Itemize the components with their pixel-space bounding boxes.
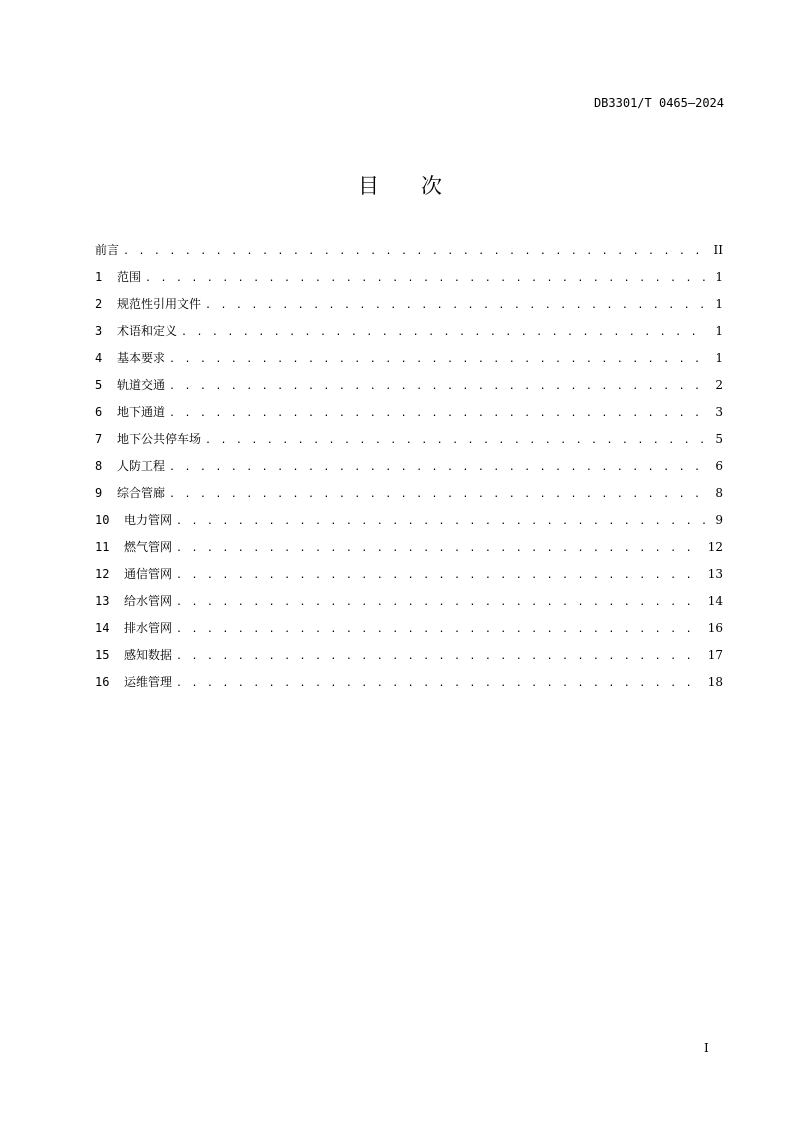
toc-entry-label: 给水管网 bbox=[124, 594, 173, 608]
toc-entry-2[interactable] bbox=[95, 294, 723, 321]
toc-leader-dots bbox=[176, 539, 702, 559]
toc-entry-7[interactable] bbox=[95, 429, 723, 456]
toc-entry-label: 综合管廊 bbox=[117, 486, 166, 500]
toc-entry-number: 15 bbox=[95, 648, 110, 662]
toc-entry-label: 人防工程 bbox=[117, 459, 166, 473]
toc-entry-page: 2 bbox=[715, 378, 723, 392]
toc-entry-number: 4 bbox=[95, 351, 103, 365]
toc-entry-page: 17 bbox=[707, 648, 723, 662]
toc-entry-page: 1 bbox=[715, 351, 723, 365]
toc-entry-12[interactable] bbox=[95, 564, 723, 591]
toc-leader-dots bbox=[176, 674, 702, 694]
toc-entry-label: 排水管网 bbox=[124, 621, 173, 635]
toc-entry-16[interactable] bbox=[95, 672, 723, 699]
toc-entry-number: 9 bbox=[95, 486, 103, 500]
toc-leader-dots bbox=[169, 377, 707, 397]
title-char-2: 次 bbox=[421, 174, 442, 198]
toc-entry-page: 6 bbox=[715, 459, 723, 473]
toc-entry-number: 5 bbox=[95, 378, 103, 392]
toc-entry-number: 8 bbox=[95, 459, 103, 473]
toc-entry-label: 通信管网 bbox=[124, 567, 173, 581]
toc-leader-dots bbox=[176, 647, 702, 667]
toc-entry-page: 16 bbox=[707, 621, 723, 635]
toc-entry-10[interactable] bbox=[95, 510, 723, 537]
toc-entry-number: 7 bbox=[95, 432, 103, 446]
toc-entry-label: 地下公共停车场 bbox=[117, 432, 202, 446]
toc-entry-page: 14 bbox=[707, 594, 723, 608]
toc-entry-page: 18 bbox=[707, 675, 723, 689]
toc-entry-14[interactable] bbox=[95, 618, 723, 645]
toc-leader-dots bbox=[176, 620, 702, 640]
toc-entry-number: 12 bbox=[95, 567, 110, 581]
toc-entry-13[interactable] bbox=[95, 591, 723, 618]
toc-entry-label: 规范性引用文件 bbox=[117, 297, 202, 311]
page-number: I bbox=[704, 1041, 709, 1055]
toc-entry-page: 3 bbox=[715, 405, 723, 419]
document-code: DB3301/T 0465—2024 bbox=[593, 96, 724, 110]
toc-leader-dots bbox=[169, 350, 707, 370]
table-of-contents bbox=[95, 240, 723, 699]
toc-entry-number: 2 bbox=[95, 297, 103, 311]
toc-entry-label: 地下通道 bbox=[117, 405, 166, 419]
toc-entry-11[interactable] bbox=[95, 537, 723, 564]
toc-leader-dots bbox=[205, 296, 707, 316]
toc-entry-foreword[interactable] bbox=[95, 240, 723, 267]
toc-entry-page: 1 bbox=[715, 324, 723, 338]
toc-leader-dots bbox=[123, 242, 707, 262]
toc-leader-dots bbox=[169, 458, 707, 478]
toc-leader-dots bbox=[176, 512, 707, 532]
toc-entry-page: 12 bbox=[707, 540, 723, 554]
toc-entry-label: 运维管理 bbox=[124, 675, 173, 689]
toc-entry-page: 5 bbox=[715, 432, 723, 446]
toc-entry-number: 11 bbox=[95, 540, 110, 554]
toc-leader-dots bbox=[169, 404, 707, 424]
toc-entry-9[interactable] bbox=[95, 483, 723, 510]
toc-entry-number: 3 bbox=[95, 324, 103, 338]
page-title bbox=[0, 170, 800, 200]
toc-entry-number: 13 bbox=[95, 594, 110, 608]
toc-entry-label: 燃气管网 bbox=[124, 540, 173, 554]
toc-entry-page: 1 bbox=[715, 270, 723, 284]
toc-entry-page: 9 bbox=[715, 513, 723, 527]
toc-entry-number: 10 bbox=[95, 513, 110, 527]
toc-entry-label: 电力管网 bbox=[124, 513, 173, 527]
toc-entry-label: 感知数据 bbox=[124, 648, 173, 662]
toc-entry-page: 13 bbox=[707, 567, 723, 581]
toc-entry-label: 基本要求 bbox=[117, 351, 166, 365]
toc-entry-8[interactable] bbox=[95, 456, 723, 483]
toc-entry-label: 前言 bbox=[95, 243, 120, 257]
toc-entry-page: II bbox=[713, 243, 723, 257]
toc-entry-4[interactable] bbox=[95, 348, 723, 375]
toc-leader-dots bbox=[181, 323, 707, 343]
toc-entry-1[interactable] bbox=[95, 267, 723, 294]
toc-entry-number: 6 bbox=[95, 405, 103, 419]
toc-entry-5[interactable] bbox=[95, 375, 723, 402]
toc-leader-dots bbox=[145, 269, 707, 289]
toc-entry-number: 14 bbox=[95, 621, 110, 635]
toc-entry-label: 术语和定义 bbox=[117, 324, 178, 338]
toc-entry-number: 1 bbox=[95, 270, 103, 284]
toc-leader-dots bbox=[176, 566, 702, 586]
toc-entry-6[interactable] bbox=[95, 402, 723, 429]
toc-entry-label: 轨道交通 bbox=[117, 378, 166, 392]
toc-entry-number: 16 bbox=[95, 675, 110, 689]
toc-leader-dots bbox=[205, 431, 707, 451]
toc-entry-15[interactable] bbox=[95, 645, 723, 672]
toc-leader-dots bbox=[176, 593, 702, 613]
toc-entry-label: 范围 bbox=[117, 270, 142, 284]
toc-entry-page: 1 bbox=[715, 297, 723, 311]
toc-leader-dots bbox=[169, 485, 707, 505]
title-char-1: 目 bbox=[358, 174, 379, 198]
toc-entry-page: 8 bbox=[715, 486, 723, 500]
toc-entry-3[interactable] bbox=[95, 321, 723, 348]
